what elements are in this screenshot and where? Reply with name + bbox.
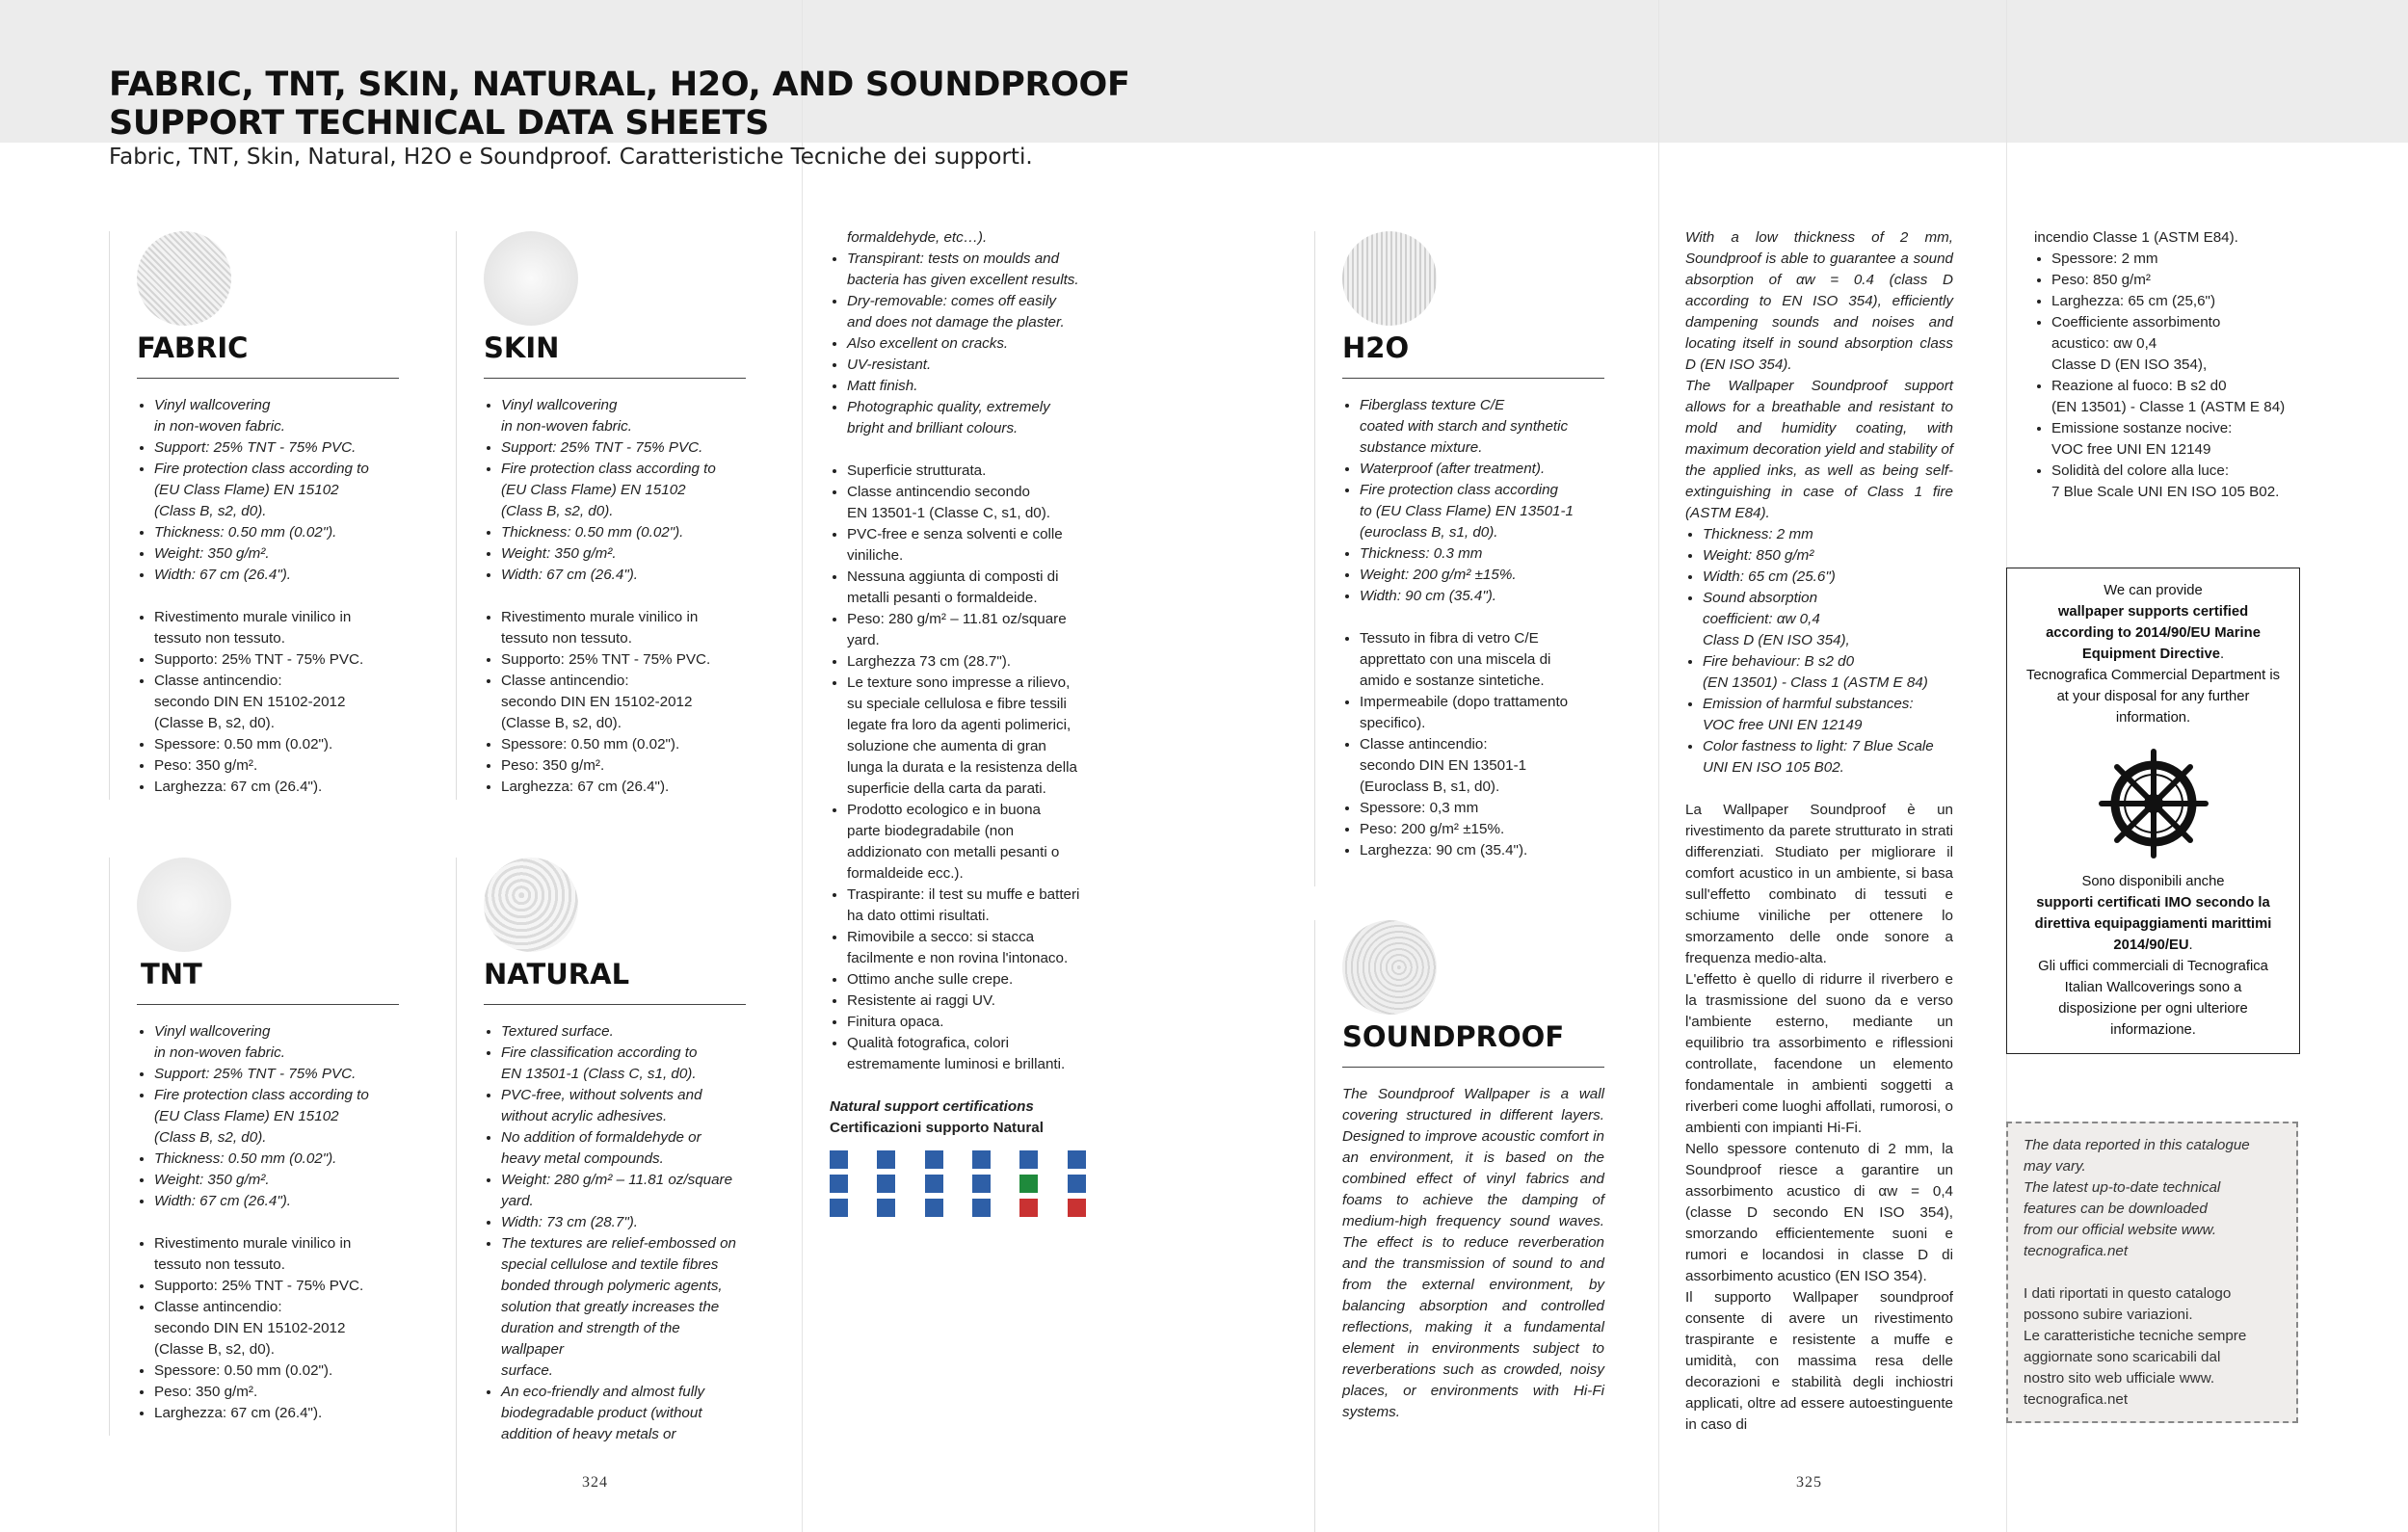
natural-specs-en bbox=[484, 1021, 746, 1445]
spec-item: • Waterproof (after treatment). bbox=[1360, 459, 1604, 480]
cert-icon bbox=[1019, 1175, 1061, 1193]
spec-item: • Supporto: 25% TNT - 75% PVC. bbox=[501, 649, 746, 671]
cert-icon bbox=[972, 1199, 1014, 1217]
soundproof-it-end bbox=[2034, 227, 2323, 503]
spec-item: • Emission of harmful substances: VOC free UNI EN 12149 bbox=[1703, 694, 1953, 736]
spec-item: • Vinyl wallcovering in non-woven fabric. bbox=[501, 395, 746, 437]
soundproof-en-p2: The Wallpaper Soundproof support allows for a breathable and resistant to mold and humidity coating, with maximum decoration yield and stability of the applied inks, as well as being self-extinguishing in case of Class 1 fire (ASTM E84). bbox=[1685, 378, 1953, 521]
ship-wheel-icon bbox=[2096, 746, 2211, 861]
soundproof-it-p4: Il supporto Wallpaper soundproof consente di avere un rivestimento traspirante e resistente a muffe e umidità, con massima resa delle decorazioni e stabilità degli inchiostri applicati, oltre ad essere autoestinguente in caso di bbox=[1685, 1289, 1953, 1433]
spec-item: • Classe antincendio: secondo DIN EN 15102-2012 (Classe B, s2, d0). bbox=[501, 671, 746, 734]
tnt-title: TNT bbox=[141, 958, 202, 991]
spec-item: • Spessore: 2 mm bbox=[2051, 249, 2323, 270]
spec-item: • Nessuna aggiunta di composti di metalli pesanti o formaldeide. bbox=[847, 567, 1119, 609]
marine-info-box: We can provide wallpaper supports certified according to 2014/90/EU Marine Equipment Directive. Tecnografica Commercial Department is at your disposal for any further information. Sono disponibili anche supporti certificati IMO secondo la direttiva equipaggiamenti marittimi 2014/90/EU. Gli uffici commerciali di Tecnografica Italian Wallcoverings sono a disposizione per ogni ulteriore informazione. bbox=[2006, 568, 2300, 1054]
soundproof-specs-it bbox=[2034, 249, 2323, 503]
spec-item: • Peso: 350 g/m². bbox=[154, 755, 399, 777]
spec-item: • PVC-free e senza solventi e colle viniliche. bbox=[847, 524, 1119, 567]
section-rule bbox=[484, 378, 746, 379]
skin-swatch bbox=[484, 231, 578, 326]
cert-icon bbox=[925, 1199, 966, 1217]
spec-item: • Larghezza: 67 cm (26.4"). bbox=[154, 1403, 399, 1424]
spec-item: • Photographic quality, extremely bright and brilliant colours. bbox=[847, 397, 1119, 439]
h2o-title: H2O bbox=[1342, 331, 1410, 364]
cert-title-en: Natural support certifications bbox=[830, 1098, 1034, 1115]
soundproof-it-p3: Nello spessore contenuto di 2 mm, la Soundproof riesce a garantire un assorbimento acustico di αw = 0,4 (classe D secondo EN ISO 354), smorzando efficientemente suoni e rumori e locandosi in classe D di assorbimento acustico (EN ISO 354). bbox=[1685, 1141, 1953, 1284]
spec-item: • Impermeabile (dopo trattamento specifico). bbox=[1360, 692, 1604, 734]
spec-item: • Classe antincendio: secondo DIN EN 15102-2012 (Classe B, s2, d0). bbox=[154, 671, 399, 734]
h2o-specs-en bbox=[1342, 395, 1604, 607]
spec-item: • Width: 67 cm (26.4"). bbox=[154, 565, 399, 586]
soundproof-it-lead: incendio Classe 1 (ASTM E84). bbox=[2034, 229, 2238, 246]
spec-item: • Weight: 350 g/m². bbox=[501, 543, 746, 565]
natural-section bbox=[456, 858, 755, 1532]
natural-swatch bbox=[484, 858, 578, 952]
page-subtitle: Fabric, TNT, Skin, Natural, H2O e Soundproof. Caratteristiche Tecniche dei supporti. bbox=[109, 145, 1033, 170]
page-number-left: 324 bbox=[582, 1474, 608, 1491]
spec-item: • UV-resistant. bbox=[847, 355, 1119, 376]
soundproof-it-p1: La Wallpaper Soundproof è un rivestimento da parete strutturato in strati differenziati. Studiato per migliorare il comfort acustico in un ambiente, si basa sull'effetto combinato di tessuti e schiume viniliche per ottenere lo smorzamento delle onde sonore a frequenza medio-alta. bbox=[1685, 802, 1953, 966]
disclaimer-en: The data reported in this catalogue may vary. The latest up-to-date technical features can be downloaded from our official website www. tecnografica.net bbox=[2024, 1137, 2250, 1259]
spec-item: • Fire protection class according to (EU Class Flame) EN 15102 (Class B, s2, d0). bbox=[154, 1085, 399, 1149]
fabric-swatch bbox=[137, 231, 231, 326]
cert-icon bbox=[1068, 1150, 1109, 1169]
spec-item: • Vinyl wallcovering in non-woven fabric. bbox=[154, 395, 399, 437]
spec-item: • Support: 25% TNT - 75% PVC. bbox=[501, 437, 746, 459]
spec-item: • Prodotto ecologico e in buona parte biodegradabile (non addizionato con metalli pesanti o formaldeide ecc.). bbox=[847, 800, 1119, 885]
spec-item: • Classe antincendio: secondo DIN EN 15102-2012 (Classe B, s2, d0). bbox=[154, 1297, 399, 1360]
disclaimer-it: I dati riportati in questo catalogo possono subire variazioni. Le caratteristiche tecniche sempre aggiornate sono scaricabili dal nostro sito web ufficiale www. tecnografica.net bbox=[2024, 1285, 2247, 1408]
spec-item: • Classe antincendio: secondo DIN EN 13501-1 (Euroclass B, s1, d0). bbox=[1360, 734, 1604, 798]
spec-item: • Weight: 350 g/m². bbox=[154, 1170, 399, 1191]
fabric-section bbox=[109, 231, 409, 800]
spec-item: • Weight: 280 g/m² – 11.81 oz/square yard. bbox=[501, 1170, 746, 1212]
spec-item: • Classe antincendio secondo EN 13501-1 (Classe C, s1, d0). bbox=[847, 482, 1119, 524]
spec-item: • Peso: 850 g/m² bbox=[2051, 270, 2323, 291]
spec-item: • Vinyl wallcovering in non-woven fabric. bbox=[154, 1021, 399, 1064]
h2o-swatch bbox=[1342, 231, 1437, 326]
spec-item: • Fire behaviour: B s2 d0 (EN 13501) - Class 1 (ASTM E 84) bbox=[1703, 651, 1953, 694]
soundproof-continued bbox=[1685, 227, 1953, 1436]
spec-item: • Larghezza: 67 cm (26.4"). bbox=[501, 777, 746, 798]
spec-item: • Fire protection class according to (EU Class Flame) EN 15102 (Class B, s2, d0). bbox=[154, 459, 399, 522]
spec-item: • Spessore: 0.50 mm (0.02"). bbox=[154, 1360, 399, 1382]
natural-lead: formaldehyde, etc…). bbox=[847, 229, 988, 246]
cert-icon bbox=[830, 1199, 871, 1217]
spec-item: • No addition of formaldehyde or heavy metal compounds. bbox=[501, 1127, 746, 1170]
tnt-specs-en bbox=[137, 1021, 399, 1212]
spec-item: • Spessore: 0,3 mm bbox=[1360, 798, 1604, 819]
spec-item: • Thickness: 0.3 mm bbox=[1360, 543, 1604, 565]
cert-icon bbox=[1019, 1199, 1061, 1217]
section-rule bbox=[137, 1004, 399, 1005]
soundproof-swatch bbox=[1342, 920, 1437, 1015]
spec-item: • Emissione sostanze nocive: VOC free UNI EN 12149 bbox=[2051, 418, 2323, 461]
skin-section bbox=[456, 231, 755, 800]
spec-item: • Rivestimento murale vinilico in tessuto non tessuto. bbox=[154, 607, 399, 649]
cert-icon bbox=[925, 1150, 966, 1169]
spec-item: • Width: 73 cm (28.7"). bbox=[501, 1212, 746, 1233]
h2o-section bbox=[1314, 231, 1614, 886]
soundproof-intro-en: The Soundproof Wallpaper is a wall covering structured in different layers. Designed to improve acoustic comfort in an environment, it is based on the combined effect of vinyl fabrics and foams to achieve the damping of medium-high frequency sound waves. The effect is to reduce reverberation and the transmission of sound to and from the external environment, by balancing absorption and controlled reflections, making it a fundamental element in environments subject to reverberations such as crowded, noisy places, or environments with Hi-Fi systems. bbox=[1342, 1086, 1604, 1420]
soundproof-en-p1: With a low thickness of 2 mm, Soundproof is able to guarantee a sound absorption of αw = 0.4 (class D according to EN ISO 354), efficiently dampening sounds and noises and locating itself in sound absorption class D (EN ISO 354). bbox=[1685, 229, 1953, 373]
spec-item: • Larghezza: 67 cm (26.4"). bbox=[154, 777, 399, 798]
spec-item: • Weight: 850 g/m² bbox=[1703, 545, 1953, 567]
disclaimer-box bbox=[2006, 1122, 2298, 1423]
spec-item: • Fiberglass texture C/E coated with starch and synthetic substance mixture. bbox=[1360, 395, 1604, 459]
skin-title: SKIN bbox=[484, 331, 560, 364]
fabric-specs-en bbox=[137, 395, 399, 586]
tnt-section bbox=[109, 858, 409, 1436]
spec-item: • Rimovibile a secco: si stacca facilmente e non rovina l'intonaco. bbox=[847, 927, 1119, 969]
cert-icon bbox=[877, 1175, 918, 1193]
spec-item: • Transpirant: tests on moulds and bacteria has given excellent results. bbox=[847, 249, 1119, 291]
spec-item: • Weight: 350 g/m². bbox=[154, 543, 399, 565]
soundproof-section bbox=[1314, 920, 1614, 1532]
cert-icon bbox=[1019, 1150, 1061, 1169]
spec-item: • Peso: 200 g/m² ±15%. bbox=[1360, 819, 1604, 840]
cert-icon bbox=[877, 1150, 918, 1169]
spec-item: • Width: 67 cm (26.4"). bbox=[154, 1191, 399, 1212]
spec-item: • Rivestimento murale vinilico in tessuto non tessuto. bbox=[154, 1233, 399, 1276]
cert-icon bbox=[830, 1150, 871, 1169]
spec-item: • Fire protection class according to (EU Class Flame) EN 15102 (Class B, s2, d0). bbox=[501, 459, 746, 522]
soundproof-title: SOUNDPROOF bbox=[1342, 1020, 1565, 1053]
spec-item: • Resistente ai raggi UV. bbox=[847, 991, 1119, 1012]
cert-title-it: Certificazioni supporto Natural bbox=[830, 1120, 1044, 1136]
spec-item: • Fire protection class according to (EU Class Flame) EN 13501-1 (euroclass B, s1, d0). bbox=[1360, 480, 1604, 543]
spec-item: • Dry-removable: comes off easily and does not damage the plaster. bbox=[847, 291, 1119, 333]
section-rule bbox=[1342, 378, 1604, 379]
section-rule bbox=[484, 1004, 746, 1005]
tnt-specs-it bbox=[137, 1233, 399, 1424]
spec-item: • Le texture sono impresse a rilievo, su speciale cellulosa e fibre tessili legate fra loro da agenti polimerici, soluzione che aumenta di gran lunga la durata e la resistenza della superficie della carta da parati. bbox=[847, 673, 1119, 800]
spec-item: • Larghezza: 90 cm (35.4"). bbox=[1360, 840, 1604, 861]
spec-item: • Peso: 350 g/m². bbox=[501, 755, 746, 777]
cert-icon bbox=[1068, 1175, 1109, 1193]
spec-item: • Qualità fotografica, colori estremamente luminosi e brillanti. bbox=[847, 1033, 1119, 1075]
h2o-specs-it bbox=[1342, 628, 1604, 861]
page-number-right: 325 bbox=[1796, 1474, 1822, 1491]
cert-icon bbox=[830, 1175, 871, 1193]
natural-cont-specs-en bbox=[830, 249, 1119, 439]
fabric-specs-it bbox=[137, 607, 399, 798]
spec-item: • Tessuto in fibra di vetro C/E apprettato con una miscela di amido e sostanze sintetiche. bbox=[1360, 628, 1604, 692]
skin-specs-en bbox=[484, 395, 746, 586]
spec-item: • Thickness: 0.50 mm (0.02"). bbox=[154, 1149, 399, 1170]
spec-item: • Weight: 200 g/m² ±15%. bbox=[1360, 565, 1604, 586]
spec-item: • Color fastness to light: 7 Blue Scale UNI EN ISO 105 B02. bbox=[1703, 736, 1953, 779]
spec-item: • Peso: 280 g/m² – 11.81 oz/square yard. bbox=[847, 609, 1119, 651]
cert-icons bbox=[830, 1150, 1109, 1217]
spec-item: • Thickness: 2 mm bbox=[1703, 524, 1953, 545]
spec-item: • Solidità del colore alla luce: 7 Blue Scale UNI EN ISO 105 B02. bbox=[2051, 461, 2323, 503]
marine-it-intro: Sono disponibili anche bbox=[2081, 874, 2225, 889]
title-line-1: FABRIC, TNT, SKIN, NATURAL, H2O, AND SOUNDPROOF bbox=[109, 66, 1130, 104]
title-line-2: SUPPORT TECHNICAL DATA SHEETS bbox=[109, 104, 770, 143]
cert-icon bbox=[972, 1150, 1014, 1169]
spec-item: • Coefficiente assorbimento acustico: αw 0,4 Classe D (EN ISO 354), bbox=[2051, 312, 2323, 376]
tnt-swatch bbox=[137, 858, 231, 952]
fabric-title: FABRIC bbox=[137, 331, 249, 364]
cert-icon bbox=[972, 1175, 1014, 1193]
natural-title: NATURAL bbox=[484, 958, 630, 991]
spec-item: • Support: 25% TNT - 75% PVC. bbox=[154, 1064, 399, 1085]
spec-item: • The textures are relief-embossed on special cellulose and textile fibres bonded through polymeric agents, solution that greatly increases the duration and strength of the wallpaper surface. bbox=[501, 1233, 746, 1382]
spec-item: • Support: 25% TNT - 75% PVC. bbox=[154, 437, 399, 459]
page-divider bbox=[1658, 0, 1659, 1532]
spec-item: • Superficie strutturata. bbox=[847, 461, 1119, 482]
spec-item: • Matt finish. bbox=[847, 376, 1119, 397]
spec-item: • Width: 67 cm (26.4"). bbox=[501, 565, 746, 586]
spec-item: • Reazione al fuoco: B s2 d0 (EN 13501) - Classe 1 (ASTM E 84) bbox=[2051, 376, 2323, 418]
marine-en-intro: We can provide bbox=[2104, 583, 2203, 598]
marine-it-bold: supporti certificati IMO secondo la direttiva equipaggiamenti marittimi 2014/90/EU bbox=[2034, 895, 2272, 953]
spec-item: • Ottimo anche sulle crepe. bbox=[847, 969, 1119, 991]
section-rule bbox=[1342, 1067, 1604, 1068]
spec-item: • Also excellent on cracks. bbox=[847, 333, 1119, 355]
cert-icon bbox=[1068, 1199, 1109, 1217]
marine-en-bold: wallpaper supports certified according to 2014/90/EU Marine Equipment Directive bbox=[2046, 604, 2261, 662]
cert-icon bbox=[877, 1199, 918, 1217]
section-rule bbox=[137, 378, 399, 379]
spec-item: • Thickness: 0.50 mm (0.02"). bbox=[501, 522, 746, 543]
spec-item: • Thickness: 0.50 mm (0.02"). bbox=[154, 522, 399, 543]
natural-specs-it bbox=[830, 461, 1119, 1075]
spec-item: • Traspirante: il test su muffe e batteri ha dato ottimi risultati. bbox=[847, 885, 1119, 927]
spec-item: • Supporto: 25% TNT - 75% PVC. bbox=[154, 1276, 399, 1297]
spec-item: • Supporto: 25% TNT - 75% PVC. bbox=[154, 649, 399, 671]
cert-icon bbox=[925, 1175, 966, 1193]
marine-it-contact: Gli uffici commerciali di Tecnografica Italian Wallcoverings sono a disposizione per ogni ulteriore informazione. bbox=[2038, 959, 2268, 1038]
spec-item: • Rivestimento murale vinilico in tessuto non tessuto. bbox=[501, 607, 746, 649]
spec-item: • Peso: 350 g/m². bbox=[154, 1382, 399, 1403]
spec-item: • Sound absorption coefficient: αw 0,4 Class D (EN ISO 354), bbox=[1703, 588, 1953, 651]
skin-specs-it bbox=[484, 607, 746, 798]
spec-item: • Width: 65 cm (25.6") bbox=[1703, 567, 1953, 588]
spec-item: • Width: 90 cm (35.4"). bbox=[1360, 586, 1604, 607]
spec-item: • Finitura opaca. bbox=[847, 1012, 1119, 1033]
spec-item: • Textured surface. bbox=[501, 1021, 746, 1043]
spec-item: • Spessore: 0.50 mm (0.02"). bbox=[154, 734, 399, 755]
spec-item: • PVC-free, without solvents and without acrylic adhesives. bbox=[501, 1085, 746, 1127]
spec-item: • An eco-friendly and almost fully biodegradable product (without addition of heavy metals or bbox=[501, 1382, 746, 1445]
page-title bbox=[109, 66, 1130, 143]
spec-item: • Larghezza 73 cm (28.7"). bbox=[847, 651, 1119, 673]
spec-item: • Fire classification according to EN 13501-1 (Class C, s1, d0). bbox=[501, 1043, 746, 1085]
soundproof-it-p2: L'effetto è quello di ridurre il riverbero e la trasmissione del suono da e verso l'ambiente esterno, mediante un equilibrio tra assorbimento e riflessioni controllate, facendone un elemento fondamentale in ambienti soggetti a riverberi come luoghi affollati, rumorosi, o ambienti con impianti Hi-Fi. bbox=[1685, 971, 1953, 1136]
marine-en-contact: Tecnografica Commercial Department is at your disposal for any further information. bbox=[2025, 668, 2281, 726]
spec-item: • Larghezza: 65 cm (25,6") bbox=[2051, 291, 2323, 312]
natural-continued bbox=[830, 227, 1119, 1217]
page-divider bbox=[802, 0, 803, 1532]
spec-item: • Spessore: 0.50 mm (0.02"). bbox=[501, 734, 746, 755]
soundproof-specs-en bbox=[1685, 524, 1953, 779]
